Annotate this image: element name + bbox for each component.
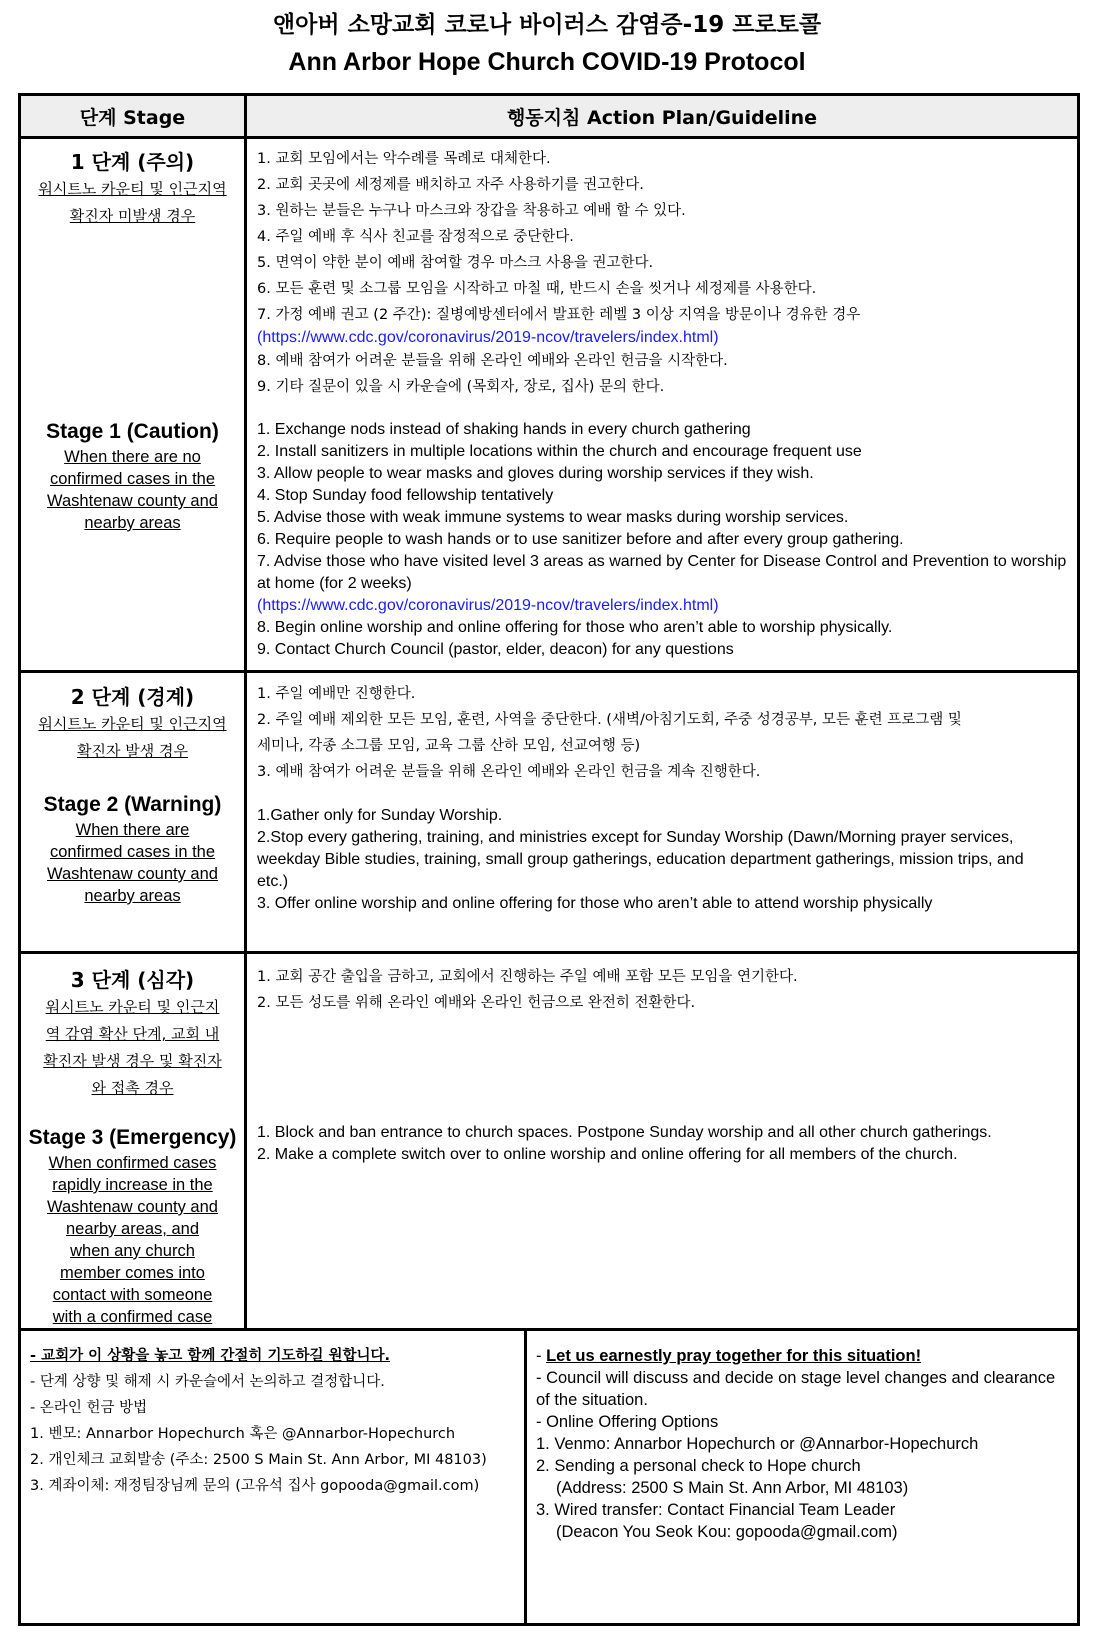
stage2-actions-ko — [257, 681, 1075, 785]
list-item: 1. Venmo: Annarbor Hopechurch or @Annarbor-Hopechurch — [536, 1435, 979, 1453]
row-divider-3 — [18, 1328, 1080, 1331]
list-item: 8. Begin online worship and online offering for those who aren’t able to worship physically. — [257, 619, 893, 636]
header-action: 행동지침 Action Plan/Guideline — [247, 96, 1077, 136]
list-item: 8. 예배 참여가 어려운 분들을 위해 온라인 예배와 온라인 헌금을 시작한다. — [257, 353, 728, 369]
list-item: 1. Exchange nods instead of shaking hands in every church gathering — [257, 421, 751, 438]
list-item: 1.Gather only for Sunday Worship. — [257, 807, 503, 824]
list-item: 3. 계좌이체: 재정팀장님께 문의 (고유석 집사 gopooda@gmail.com) — [30, 1478, 480, 1494]
list-item: (Address: 2500 S Main St. Ann Arbor, MI 48103) — [556, 1479, 909, 1497]
stage2-title-en: Stage 2 (Warning) — [43, 793, 222, 816]
list-item: 6. 모든 훈련 및 소그룹 모임을 시작하고 마칠 때, 반드시 손을 씻거나 세정제를 사용한다. — [257, 281, 817, 297]
stage1-label-cell — [21, 148, 244, 668]
list-item: 9. 기타 질문이 있을 시 카운슬에 (목회자, 장로, 집사) 문의 한다. — [257, 379, 665, 395]
cdc-link[interactable]: (https://www.cdc.gov/coronavirus/2019-ncov/travelers/index.html) — [257, 597, 719, 614]
stage1-actions-en — [257, 419, 1075, 661]
list-item: - Council will discuss and decide on stage level changes and clearance of the situation. — [536, 1369, 1056, 1409]
list-item: 1. 교회 공간 출입을 금하고, 교회에서 진행하는 주일 예배 포함 모든 모임을 연기한다. — [257, 969, 798, 985]
footer-divider — [524, 1328, 527, 1626]
list-item: 5. Advise those with weak immune systems to wear masks during worship services. — [257, 509, 849, 526]
stage2-desc-ko: 워시트노 카운티 및 인근지역 확진자 발생 경우 — [38, 715, 227, 760]
footer-english: - Let us earnestly pray together for this situation! - Council will discuss and decide on stage level changes and clearance of the situation. - Online Offering Options 1. Venmo: Annarbor Hopechurch or @Annarbor-Hopechurch 2. Sending a personal check to Hope church (Address: 2500 S Main St. Ann Arbor, MI 48103) 3. Wired transfer: Contact Financial Team Leader (Deacon You Seok Kou: gopooda@gmail.com) — [536, 1347, 1056, 1541]
list-item: (Deacon You Seok Kou: gopooda@gmail.com) — [556, 1523, 898, 1541]
prayer-request-en: Let us earnestly pray together for this situation! — [546, 1347, 922, 1365]
stage3-desc-en: When confirmed cases rapidly increase in the Washtenaw county and nearby areas, and when any church member comes into contact with someone with a confirmed case — [47, 1154, 218, 1326]
list-item: 3. Offer online worship and online offering for those who aren’t able to attend worship physically — [257, 895, 933, 912]
list-item: 1. 주일 예배만 진행한다. — [257, 686, 416, 702]
list-item: - 온라인 헌금 방법 — [30, 1400, 148, 1416]
list-item: 세미나, 각종 소그룹 모임, 교육 그룹 산하 모임, 선교여행 등) — [257, 738, 641, 754]
stage3-actions-ko — [257, 964, 1075, 1016]
stage2-label-cell — [21, 683, 244, 949]
row-divider-2 — [18, 951, 1080, 954]
stage1-title-en: Stage 1 (Caution) — [46, 420, 219, 443]
header-stage: 단계 Stage — [21, 96, 244, 136]
title-english: Ann Arbor Hope Church COVID-19 Protocol — [288, 48, 806, 76]
list-item: 3. Wired transfer: Contact Financial Team Leader — [536, 1501, 896, 1519]
stage3-actions-en — [257, 1122, 1075, 1166]
stage1-actions-ko — [257, 146, 1075, 400]
stage3-title-en: Stage 3 (Emergency) — [28, 1126, 237, 1149]
list-item: 1. 벤모: Annarbor Hopechurch 혹은 @Annarbor-Hopechurch — [30, 1426, 456, 1442]
header-divider — [18, 136, 1080, 139]
title-korean: 앤아버 소망교회 코로나 바이러스 감염증-19 프로토콜 — [272, 12, 822, 38]
stage3-desc-ko: 워시트노 카운티 및 인근지역 감염 확산 단계, 교회 내 확진자 발생 경우 및 확진자와 접촉 경우 — [43, 998, 222, 1097]
list-item: 7. 가정 예배 권고 (2 주간): 질병예방센터에서 발표한 레벨 3 이상 지역을 방문이나 경유한 경우 — [257, 307, 861, 323]
list-item: 4. Stop Sunday food fellowship tentatively — [257, 487, 554, 504]
list-item: 6. Require people to wash hands or to use sanitizer before and after every group gathering. — [257, 531, 904, 548]
stage2-desc-en: When there are confirmed cases in the Washtenaw county and nearby areas — [47, 821, 218, 905]
list-item: 3. 예배 참여가 어려운 분들을 위해 온라인 예배와 온라인 헌금을 계속 진행한다. — [257, 764, 761, 780]
list-item: - 단계 상향 및 해제 시 카운슬에서 논의하고 결정합니다. — [30, 1374, 385, 1390]
list-item: 1. 교회 모임에서는 악수례를 목례로 대체한다. — [257, 151, 551, 167]
list-item: - Online Offering Options — [536, 1413, 719, 1431]
list-item: 2. Make a complete switch over to online worship and online offering for all members of the church. — [257, 1146, 958, 1163]
list-item: 2. 교회 곳곳에 세정제를 배치하고 자주 사용하기를 권고한다. — [257, 177, 644, 193]
list-item: 5. 면역이 약한 분이 예배 참여할 경우 마스크 사용을 권고한다. — [257, 255, 654, 271]
list-item: 2. Install sanitizers in multiple locations within the church and encourage frequent use — [257, 443, 862, 460]
stage1-desc-en: When there are no confirmed cases in the Washtenaw county and nearby areas — [47, 448, 218, 532]
stage2-title-ko: 2 단계 (경계) — [70, 685, 195, 709]
stage1-title-ko: 1 단계 (주의) — [70, 150, 195, 174]
list-item: 2. 모든 성도를 위해 온라인 예배와 온라인 헌금으로 완전히 전환한다. — [257, 995, 696, 1011]
cdc-link[interactable]: (https://www.cdc.gov/coronavirus/2019-ncov/travelers/index.html) — [257, 329, 719, 346]
list-item: 2. Sending a personal check to Hope church — [536, 1457, 861, 1475]
list-item: 2. 주일 예배 제외한 모든 모임, 훈련, 사역을 중단한다. (새벽/아침기도회, 주중 성경공부, 모든 훈련 프로그램 및 — [257, 712, 962, 728]
list-item: 4. 주일 예배 후 식사 친교를 잠정적으로 중단한다. — [257, 229, 574, 245]
prayer-request-ko: - 교회가 이 상황을 놓고 함께 간절히 기도하길 원합니다. — [30, 1348, 391, 1364]
column-divider — [244, 93, 247, 1329]
stage1-desc-ko: 워시트노 카운티 및 인근지역 확진자 미발생 경우 — [38, 180, 227, 225]
row-divider-1 — [18, 670, 1080, 673]
list-item: 1. Block and ban entrance to church spaces. Postpone Sunday worship and all other church gatherings. — [257, 1124, 992, 1141]
list-item: 7. Advise those who have visited level 3 areas as warned by Center for Disease Control and Prevention to worship at home (for 2 weeks) — [257, 553, 1067, 592]
list-item: 2. 개인체크 교회발송 (주소: 2500 S Main St. Ann Arbor, MI 48103) — [30, 1452, 487, 1468]
stage3-title-ko: 3 단계 (심각) — [70, 968, 195, 992]
list-item: 2.Stop every gathering, training, and ministries except for Sunday Worship (Dawn/Morning prayer services, weekday Bible studies, training, small group gatherings, education department gatherings, mission trips, and etc.) — [257, 829, 1024, 890]
list-item: 3. 원하는 분들은 누구나 마스크와 장갑을 착용하고 예배 할 수 있다. — [257, 203, 686, 219]
stage3-label-cell — [21, 966, 244, 1326]
stage2-actions-en — [257, 805, 1047, 915]
list-item: 3. Allow people to wear masks and gloves during worship services if they wish. — [257, 465, 814, 482]
footer-korean — [30, 1343, 520, 1499]
list-item: 9. Contact Church Council (pastor, elder, deacon) for any questions — [257, 641, 734, 658]
